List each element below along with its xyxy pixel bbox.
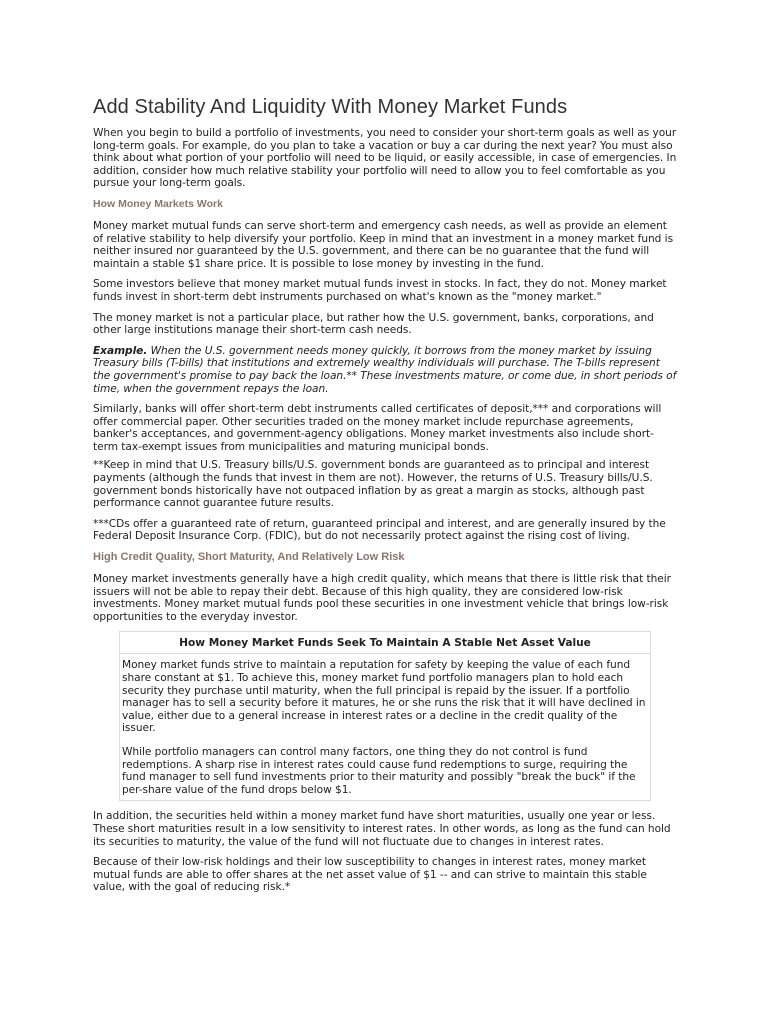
paragraph: Money market investments generally have a high credit quality, which means that there is little risk that their issuers will not be able to repay their debt. Because of this high quality, they are considered low-risk investments. Money market mutual funds pool these securities in one investment vehicle that brings low-risk opportunities to the everyday investor. — [93, 573, 671, 623]
example-paragraph — [93, 345, 677, 395]
callout-body — [120, 654, 650, 800]
paragraph: In addition, the securities held within a money market fund have short maturities, usually one year or less. These short maturities result in a low sensitivity to interest rates. In other words, as long as the fund can hold its securities to maturity, the value of the fund will not fluctuate due to changes in interest rates. — [93, 810, 671, 848]
paragraph: Money market mutual funds can serve short-term and emergency cash needs, as well as provide an element of relative stability to help diversify your portfolio. Keep in mind that an investment in a money market fund is neither insured nor guaranteed by the U.S. government, and there can be no guarantee that the fund will maintain a stable $1 share price. It is possible to lose money by investing in the fund. — [93, 219, 674, 270]
document-page — [93, 96, 677, 902]
callout-box — [119, 631, 651, 801]
paragraph: Some investors believe that money market mutual funds invest in stocks. In fact, they do not. Money market funds invest in short-term debt instruments purchased on what's known as the "money market." — [93, 278, 667, 303]
example-text: When the U.S. government needs money quickly, it borrows from the money market by issuing Treasury bills (T-bills) that institutions and extremely wealthy individuals will purchase. The T-bills represent the government's promise to pay back the loan.** These investments mature, or come due, in short periods of time, when the government repays the loan. — [93, 344, 677, 395]
paragraph: Because of their low-risk holdings and their low susceptibility to changes in interest rates, money market mutual funds are able to offer shares at the net asset value of $1 -- and can strive to maintain this stable value, with the goal of reducing risk.* — [93, 856, 647, 894]
intro-paragraph: When you begin to build a portfolio of investments, you need to consider your short-term goals as well as your long-term goals. For example, do you plan to take a vacation or buy a car during the next year? You must also think about what portion of your portfolio will need to be liquid, or easily accessible, in case of emergencies. In addition, consider how much relative stability your portfolio will need to allow you to feel comfortable as you pursue your long-term goals. — [93, 127, 677, 190]
section-heading-how-money-markets-work: How Money Markets Work — [93, 197, 223, 210]
page-title: Add Stability And Liquidity With Money Market Funds — [93, 96, 568, 118]
section-heading-credit-quality: High Credit Quality, Short Maturity, And Relatively Low Risk — [93, 551, 405, 564]
callout-paragraph: Money market funds strive to maintain a reputation for safety by keeping the value of each fund share constant at $1. To achieve this, money market fund portfolio managers plan to hold each security they purchase until maturity, when the full principal is repaid by the issuer. If a portfolio manager has to sell a security before it matures, he or she runs the risk that it will have declined in value, either due to a general increase in interest rates or a decline in the credit quality of the issuer. — [122, 659, 646, 735]
callout-title: How Money Market Funds Seek To Maintain A Stable Net Asset Value — [120, 632, 650, 654]
callout-paragraph: While portfolio managers can control many factors, one thing they do not control is fund redemptions. A sharp rise in interest rates could cause fund redemptions to surge, requiring the fund manager to sell fund investments prior to their maturity and possibly "break the buck" if the per-share value of the fund drops below $1. — [122, 745, 636, 796]
paragraph: Similarly, banks will offer short-term debt instruments called certificates of deposit,*** and corporations will offer commercial paper. Other securities traded on the money market include repurchase agreements, banker's acceptances, and government-agency obligations. Money market investments also include short-term tax-exempt issues from municipalities and maturing municipal bonds. — [93, 403, 662, 453]
footnote-treasury: **Keep in mind that U.S. Treasury bills/U.S. government bonds are guaranteed as to principal and interest payments (although the funds that invest in them are not). However, the returns of U.S. Treasury bills/U.S. government bonds historically have not outpaced inflation by as great a margin as stocks, although past performance cannot guarantee future results. — [93, 459, 653, 510]
example-label: Example. — [93, 344, 148, 357]
paragraph: The money market is not a particular place, but rather how the U.S. government, banks, corporations, and other large institutions manage their short-term cash needs. — [93, 311, 654, 337]
footnote-cds: ***CDs offer a guaranteed rate of return, guaranteed principal and interest, and are generally insured by the Federal Deposit Insurance Corp. (FDIC), but do not necessarily protect against the rising cost of living. — [93, 517, 666, 543]
